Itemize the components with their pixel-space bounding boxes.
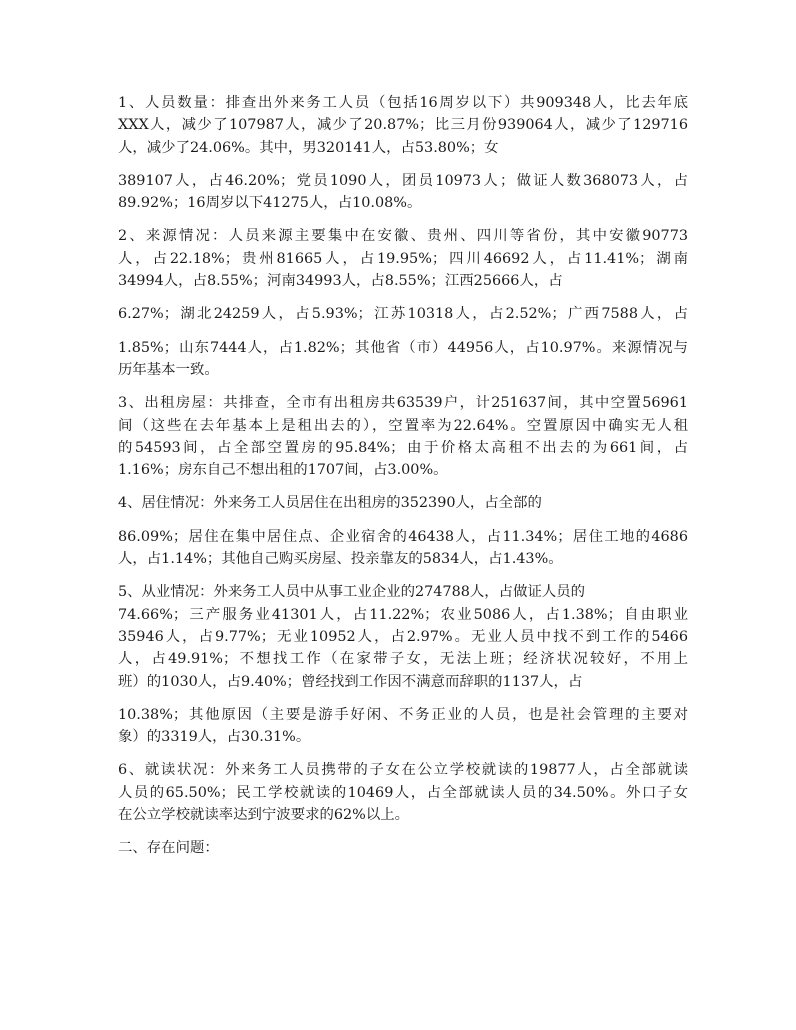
paragraph-residence: [118, 492, 688, 514]
text-line: 人，占49.91%；不想找工作（在家带子女，无法上班；经济状况较好，不用上: [118, 651, 688, 668]
text-line: 人员的65.50%；民工学校就读的10469人，占全部就读人员的34.50%。外口子女: [118, 784, 688, 801]
text-line: 1.16%；房东自己不想出租的1707间，占3.00%。: [118, 462, 448, 479]
text-line: XXX人，减少了107987人，减少了20.87%；比三月份939064人，减少了129716: [118, 117, 688, 134]
text-line: 3、出租房屋：共排查，全市有出租房共63539户，计251637间，其中空置56961: [118, 395, 688, 412]
text-line: 历年基本一致。: [118, 361, 219, 378]
section-heading-existing-problems: [118, 837, 688, 859]
paragraph-personnel-count: [118, 92, 688, 159]
text-line: 86.09%；居住在集中居住点、企业宿舍的46438人，占11.34%；居住工地的4686: [118, 528, 688, 545]
paragraph-employment-continued: [118, 704, 688, 749]
text-line: 人，占22.18%；贵州81665人，占19.95%；四川46692人，占11.41%；湖南: [118, 250, 688, 267]
text-line: 的54593间，占全部空置房的95.84%；由于价格太高租不出去的为661间，占: [118, 439, 688, 456]
text-line: 89.92%；16周岁以下41275人，占10.08%。: [118, 195, 422, 212]
paragraph-residence-continued: [118, 526, 688, 571]
text-line: 1、人员数量：排查出外来务工人员（包括16周岁以下）共909348人，比去年底: [118, 95, 688, 111]
document-body: [118, 92, 688, 871]
text-line: 10.38%；其他原因（主要是游手好闲、不务正业的人员，也是社会管理的主要对: [118, 706, 688, 723]
text-line: 间（这些在去年基本上是租出去的），空置率为22.64%。空置原因中确实无人租: [118, 417, 688, 434]
text-line: 5、从业情况：外来务工人员中从事工业企业的274788人，占做证人员的: [118, 584, 586, 601]
paragraph-source: [118, 225, 688, 292]
text-line: 6、就读状况：外来务工人员携带的子女在公立学校就读的19877人，占全部就读: [118, 762, 688, 779]
text-line: 2、来源情况：人员来源主要集中在安徽、贵州、四川等省份，其中安徽90773: [118, 228, 688, 245]
paragraph-employment: [118, 581, 688, 692]
text-line: 6.27%；湖北24259人，占5.93%；江苏10318人，占2.52%；广西7588人，占: [118, 306, 688, 323]
paragraph-source-continued-1: [118, 303, 688, 325]
text-line: 74.66%；三产服务业41301人，占11.22%；农业5086人，占1.38%；自由职业: [118, 606, 688, 623]
text-line: 1.85%；山东7444人，占1.82%；其他省（市）44956人，占10.97%。来源情况与: [118, 339, 688, 356]
paragraph-rental-housing: [118, 392, 688, 481]
text-line: 4、居住情况：外来务工人员居住在出租房的352390人，占全部的: [118, 495, 542, 512]
text-line: 二、存在问题：: [118, 840, 219, 857]
text-line: 人，减少了24.06%。其中，男320141人，占53.80%；女: [118, 139, 499, 156]
text-line: 人，占1.14%；其他自己购买房屋、投亲靠友的5834人，占1.43%。: [118, 551, 563, 568]
paragraph-personnel-count-continued: [118, 170, 688, 215]
text-line: 35946人，占9.77%；无业10952人，占2.97%。无业人员中找不到工作的5466: [118, 628, 688, 645]
text-line: 389107人，占46.20%；党员1090人，团员10973人；做证人数368073人，占: [118, 172, 688, 189]
text-line: 在公立学校就读率达到宁波要求的62%以上。: [118, 807, 410, 824]
paragraph-source-continued-2: [118, 337, 688, 382]
text-line: 34994人，占8.55%；河南34993人，占8.55%；江西25666人，占: [118, 273, 563, 290]
text-line: 班）的1030人，占9.40%；曾经找到工作因不满意而辞职的1137人，占: [118, 673, 583, 690]
text-line: 象）的3319人，占30.31%。: [118, 729, 311, 746]
paragraph-schooling: [118, 759, 688, 826]
